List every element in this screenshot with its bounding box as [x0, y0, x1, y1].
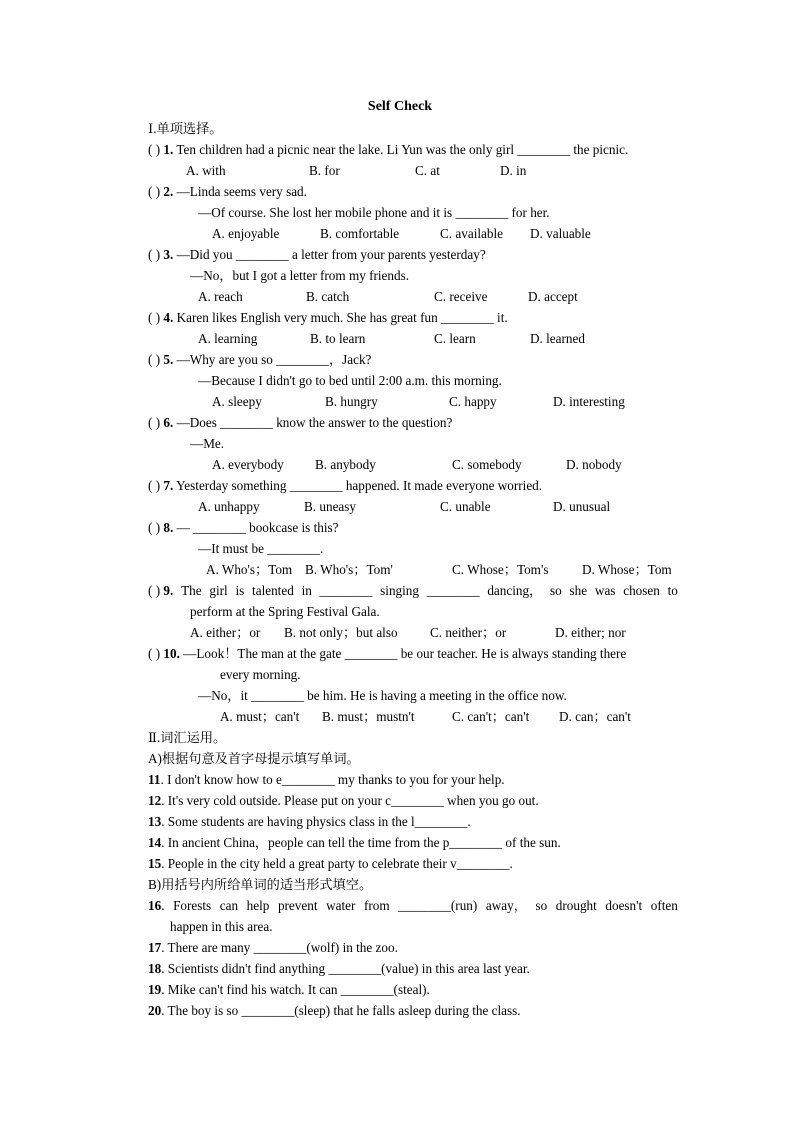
part-a-instruction: A)根据句意及首字母提示填写单词。 — [148, 751, 360, 766]
question-7: ( ) 7. Yesterday something ________ happened. It made everyone worried. — [148, 478, 543, 493]
q1-option-d: D. in — [500, 163, 527, 178]
q5-option-b: B. hungry — [325, 394, 378, 409]
q10-option-d: D. can；can't — [559, 709, 631, 724]
question-18: 18. Scientists didn't find anything ________(value) in this area last year. — [148, 961, 530, 976]
question-9: ( ) 9. The girl is talented in ________ singing ________ dancing， so she was chosen to — [148, 583, 678, 598]
question-2: ( ) 2. —Linda seems very sad. — [148, 184, 307, 199]
q8-option-a: A. Who's；Tom — [206, 562, 293, 577]
q8-option-d: D. Whose；Tom — [582, 562, 672, 577]
q2-option-a: A. enjoyable — [212, 226, 280, 241]
q6-option-b: B. anybody — [315, 457, 376, 472]
q2-option-b: B. comfortable — [320, 226, 400, 241]
q8-option-c: C. Whose；Tom's — [452, 562, 549, 577]
q2-option-c: C. available — [440, 226, 503, 241]
question-10-line-2: —No，it ________ be him. He is having a meeting in the office now. — [198, 688, 567, 703]
page-title: Self Check — [367, 99, 433, 114]
question-15: 15. People in the city held a great party to celebrate their v________. — [148, 856, 513, 871]
question-17: 17. There are many ________(wolf) in the zoo. — [148, 940, 398, 955]
question-5-line-2: —Because I didn't go to bed until 2:00 a.m. this morning. — [198, 373, 502, 388]
question-16: 16. Forests can help prevent water from ________(run) away， so drought doesn't often — [148, 898, 678, 913]
question-10-line-1b: every morning. — [220, 667, 301, 682]
q10-option-a: A. must；can't — [220, 709, 300, 724]
q9-option-b: B. not only；but also — [284, 625, 398, 640]
question-5: ( ) 5. —Why are you so ________，Jack? — [148, 352, 372, 367]
q6-option-d: D. nobody — [566, 457, 622, 472]
q4-option-a: A. learning — [198, 331, 258, 346]
question-13: 13. Some students are having physics class in the l________. — [148, 814, 471, 829]
question-14: 14. In ancient China，people can tell the time from the p________ of the sun. — [148, 835, 561, 850]
question-6-line-2: —Me. — [190, 436, 225, 451]
q3-option-b: B. catch — [306, 289, 350, 304]
q1-option-a: A. with — [186, 163, 226, 178]
question-8-line-2: —It must be ________. — [198, 541, 324, 556]
question-20: 20. The boy is so ________(sleep) that he falls asleep during the class. — [148, 1003, 521, 1018]
q1-option-b: B. for — [309, 163, 340, 178]
q4-option-d: D. learned — [530, 331, 585, 346]
q6-option-c: C. somebody — [452, 457, 522, 472]
q9-option-a: A. either；or — [190, 625, 261, 640]
q5-option-d: D. interesting — [553, 394, 625, 409]
q1-option-c: C. at — [415, 163, 440, 178]
q5-option-a: A. sleepy — [212, 394, 262, 409]
q7-option-b: B. uneasy — [304, 499, 357, 514]
q9-option-c: C. neither；or — [430, 625, 507, 640]
q10-option-c: C. can't；can't — [452, 709, 530, 724]
part-b-instruction: B)用括号内所给单词的适当形式填空。 — [148, 877, 373, 892]
q4-option-b: B. to learn — [310, 331, 366, 346]
question-8: ( ) 8. — ________ bookcase is this? — [148, 520, 339, 535]
q9-option-d: D. either; nor — [555, 625, 626, 640]
q7-option-c: C. unable — [440, 499, 491, 514]
q3-option-c: C. receive — [434, 289, 488, 304]
question-9-line-2: perform at the Spring Festival Gala. — [190, 604, 380, 619]
q6-option-a: A. everybody — [212, 457, 284, 472]
question-16-line-2: happen in this area. — [170, 919, 273, 934]
q10-option-b: B. must；mustn't — [322, 709, 415, 724]
question-2-line-2: —Of course. She lost her mobile phone and it is ________ for her. — [198, 205, 550, 220]
question-3-line-2: —No，but I got a letter from my friends. — [190, 268, 410, 283]
q3-option-d: D. accept — [528, 289, 578, 304]
question-19: 19. Mike can't find his watch. It can ________(steal). — [148, 982, 430, 997]
section-2-heading: Ⅱ.词汇运用。 — [148, 730, 227, 745]
q5-option-c: C. happy — [449, 394, 497, 409]
question-3: ( ) 3. —Did you ________ a letter from your parents yesterday? — [148, 247, 486, 262]
q2-option-d: D. valuable — [530, 226, 591, 241]
q7-option-d: D. unusual — [553, 499, 611, 514]
question-12: 12. It's very cold outside. Please put on your c________ when you go out. — [148, 793, 539, 808]
question-11: 11. I don't know how to e________ my thanks to you for your help. — [148, 772, 505, 787]
question-10: ( ) 10. —Look！The man at the gate ________ be our teacher. He is always standing there — [148, 646, 627, 661]
q7-option-a: A. unhappy — [198, 499, 260, 514]
q4-option-c: C. learn — [434, 331, 476, 346]
question-1: ( ) 1. Ten children had a picnic near the lake. Li Yun was the only girl ________ the picnic. — [148, 142, 629, 157]
q3-option-a: A. reach — [198, 289, 243, 304]
question-6: ( ) 6. —Does ________ know the answer to the question? — [148, 415, 453, 430]
section-1-heading: Ⅰ.单项选择。 — [148, 121, 223, 136]
question-4: ( ) 4. Karen likes English very much. She has great fun ________ it. — [148, 310, 508, 325]
q8-option-b: B. Who's；Tom' — [305, 562, 393, 577]
